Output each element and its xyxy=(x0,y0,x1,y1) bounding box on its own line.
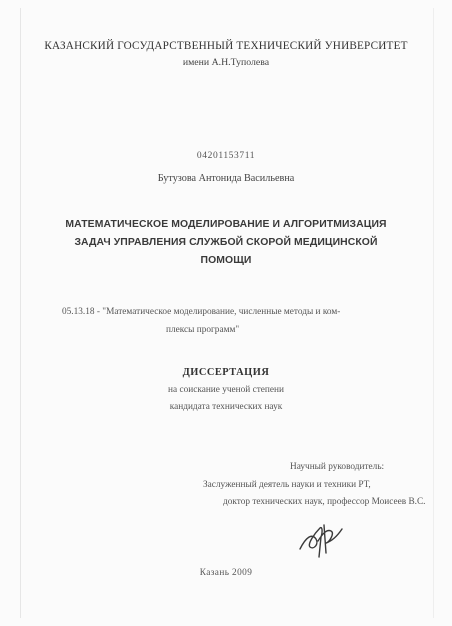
signature-icon xyxy=(296,519,346,561)
specialty-line-2: плексы программ" xyxy=(166,325,240,335)
supervisor-title-line-1: Заслуженный деятель науки и техники РТ, xyxy=(203,480,371,490)
udk-number: 04201153711 xyxy=(196,151,256,161)
title-line-2: ЗАДАЧ УПРАВЛЕНИЯ СЛУЖБОЙ СКОРОЙ МЕДИЦИНСКОЙ xyxy=(74,237,378,248)
degree-line-2: кандидата технических наук xyxy=(169,402,283,412)
degree-line-1: на соискание ученой степени xyxy=(168,385,284,395)
dissertation-heading: ДИССЕРТАЦИЯ xyxy=(182,367,270,378)
specialty-line-1: 05.13.18 - "Математическое моделирование, численные методы и ком- xyxy=(62,307,341,317)
supervisor-title-line-2: доктор технических наук, профессор Моисеев В.С. xyxy=(223,497,426,507)
title-line-1: МАТЕМАТИЧЕСКОЕ МОДЕЛИРОВАНИЕ И АЛГОРИТМИЗАЦИЯ xyxy=(65,219,387,230)
author-name: Бутузова Антонида Васильевна xyxy=(157,173,295,184)
title-line-3: ПОМОЩИ xyxy=(200,255,252,266)
university-named-after: имени А.Н.Туполева xyxy=(182,57,270,68)
city-year: Казань 2009 xyxy=(199,568,253,578)
supervisor-label: Научный руководитель: xyxy=(290,462,385,472)
university-name: КАЗАНСКИЙ ГОСУДАРСТВЕННЫЙ ТЕХНИЧЕСКИЙ УНИВЕРСИТЕТ xyxy=(44,40,408,52)
